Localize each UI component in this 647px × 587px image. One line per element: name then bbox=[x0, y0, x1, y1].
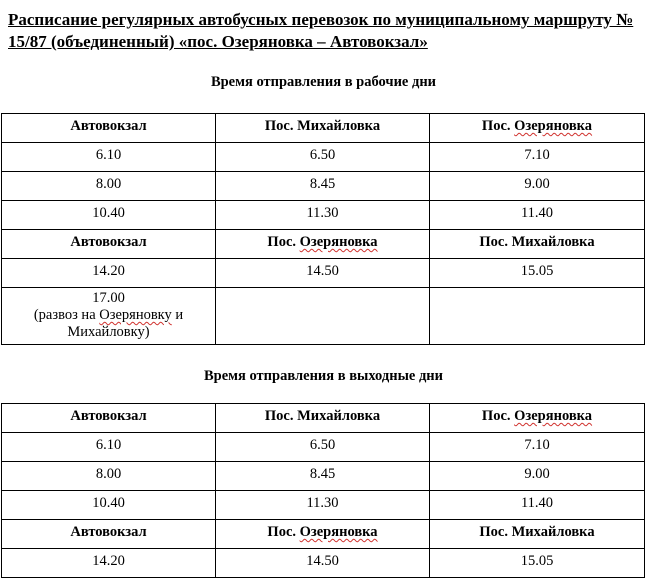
time-cell: 8.00 bbox=[2, 172, 216, 201]
header-prefix: Пос. bbox=[267, 234, 300, 250]
header-cell: Автовокзал bbox=[2, 520, 216, 549]
time-cell: 9.00 bbox=[430, 172, 645, 201]
header-cell: Пос. Михайловка bbox=[430, 520, 645, 549]
time-cell: 10.40 bbox=[2, 201, 216, 230]
header-cell: Пос. Михайловка bbox=[216, 114, 430, 143]
table-row bbox=[2, 172, 645, 201]
table-row bbox=[2, 259, 645, 288]
time-cell: 10.40 bbox=[2, 491, 216, 520]
time-cell: 8.45 bbox=[216, 462, 430, 491]
table-header-row bbox=[2, 114, 645, 143]
document-title: Расписание регулярных автобусных перевозок по муниципальному маршруту № 15/87 (объединенный) «пос. Озеряновка – Автовокзал» bbox=[8, 10, 634, 51]
time-cell: 6.50 bbox=[216, 143, 430, 172]
time-cell: 11.30 bbox=[216, 201, 430, 230]
spellcheck-word: Озеряновка bbox=[514, 118, 593, 134]
spellcheck-word: Озеряновку bbox=[99, 307, 172, 323]
weekend-schedule-table bbox=[1, 403, 645, 578]
time-cell: 7.10 bbox=[430, 143, 645, 172]
header-prefix: Пос. bbox=[267, 524, 300, 540]
table-header-row bbox=[2, 404, 645, 433]
time-cell: 14.50 bbox=[216, 259, 430, 288]
time-cell: 14.20 bbox=[2, 549, 216, 578]
empty-cell bbox=[216, 288, 430, 345]
spellcheck-word: Озеряновка bbox=[299, 234, 378, 250]
header-cell bbox=[216, 230, 430, 259]
time-cell: 7.10 bbox=[430, 433, 645, 462]
time-cell: 15.05 bbox=[430, 549, 645, 578]
time-note-cell bbox=[2, 288, 216, 345]
header-prefix: Пос. bbox=[481, 408, 515, 424]
time-cell: 6.50 bbox=[216, 433, 430, 462]
time-cell: 11.40 bbox=[430, 491, 645, 520]
note-line: (развоз на Озеряновку и bbox=[33, 307, 184, 323]
header-cell: Автовокзал bbox=[2, 404, 216, 433]
table-row bbox=[2, 462, 645, 491]
time-cell: 6.10 bbox=[2, 433, 216, 462]
header-cell bbox=[430, 114, 645, 143]
table-row bbox=[2, 433, 645, 462]
header-cell: Автовокзал bbox=[2, 230, 216, 259]
time-cell: 8.00 bbox=[2, 462, 216, 491]
note-line: Михайловку) bbox=[67, 324, 150, 340]
empty-cell bbox=[430, 288, 645, 345]
table-row bbox=[2, 201, 645, 230]
table-row bbox=[2, 143, 645, 172]
weekdays-schedule-table bbox=[1, 113, 645, 345]
time-cell: 6.10 bbox=[2, 143, 216, 172]
header-cell: Пос. Михайловка bbox=[216, 404, 430, 433]
header-cell: Пос. Михайловка bbox=[430, 230, 645, 259]
time-cell: 15.05 bbox=[430, 259, 645, 288]
time-cell: 14.50 bbox=[216, 549, 430, 578]
time-cell: 14.20 bbox=[2, 259, 216, 288]
spellcheck-word: Озеряновка bbox=[299, 524, 378, 540]
header-cell: Автовокзал bbox=[2, 114, 216, 143]
table-row bbox=[2, 288, 645, 345]
table-row bbox=[2, 549, 645, 578]
time-cell: 8.45 bbox=[216, 172, 430, 201]
time-cell: 11.30 bbox=[216, 491, 430, 520]
time-cell: 11.40 bbox=[430, 201, 645, 230]
header-prefix: Пос. bbox=[481, 118, 515, 134]
weekdays-heading: Время отправления в рабочие дни bbox=[210, 74, 437, 90]
header-cell bbox=[216, 520, 430, 549]
weekend-heading: Время отправления в выходные дни bbox=[203, 368, 443, 384]
header-cell bbox=[430, 404, 645, 433]
table-row bbox=[2, 491, 645, 520]
table-header-row bbox=[2, 520, 645, 549]
table-header-row bbox=[2, 230, 645, 259]
time-value: 17.00 bbox=[92, 290, 125, 306]
spellcheck-word: Озеряновка bbox=[514, 408, 593, 424]
time-cell: 9.00 bbox=[430, 462, 645, 491]
